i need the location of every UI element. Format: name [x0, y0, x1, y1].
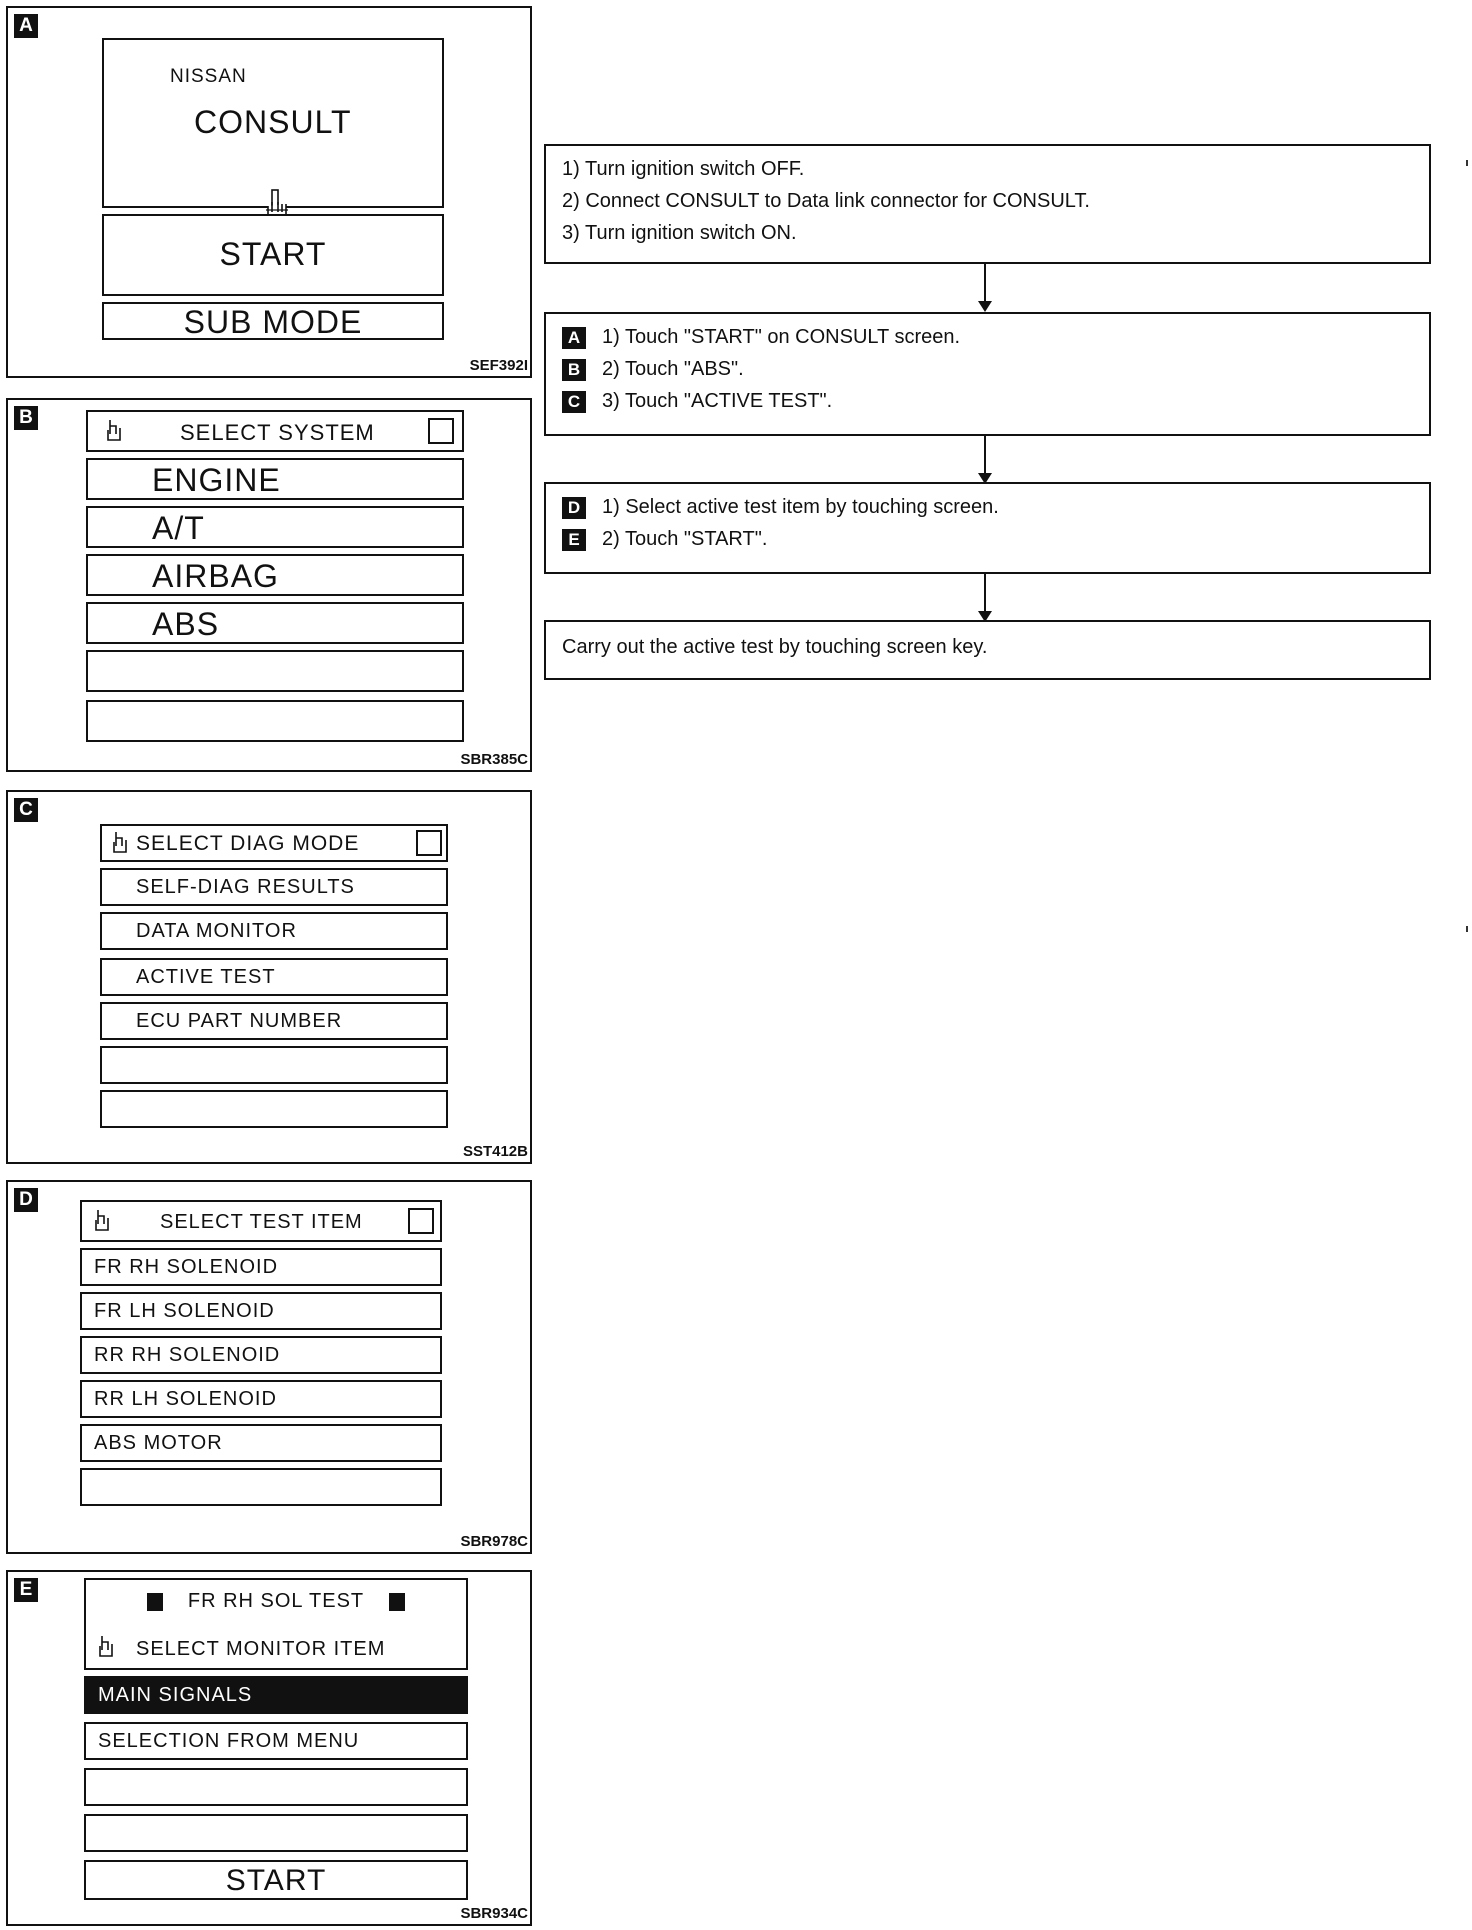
flow-step-2-line: [562, 390, 832, 413]
figure-code: SEF392I: [469, 357, 528, 374]
system-item-label: ABS: [152, 606, 220, 642]
panel-b: [6, 398, 532, 772]
step-text: 2) Touch "START".: [602, 528, 768, 550]
monitor-item-label: SELECTION FROM MENU: [98, 1730, 360, 1752]
test-title-row: [86, 1590, 466, 1613]
step-text: 1) Touch "START" on CONSULT screen.: [602, 326, 961, 348]
start-button[interactable]: [84, 1860, 468, 1900]
touch-hand-icon: [96, 1634, 116, 1660]
panel-e-badge: E: [14, 1578, 38, 1602]
checkbox-icon[interactable]: [428, 418, 454, 444]
flow-arrow-icon: [984, 574, 986, 620]
test-item-empty[interactable]: [80, 1468, 442, 1506]
flow-step-4-line: Carry out the active test by touching screen key.: [562, 636, 988, 658]
flow-step-1-line: 1) Turn ignition switch OFF.: [562, 158, 805, 180]
system-item-label: ENGINE: [152, 462, 281, 498]
test-item-fr-lh-solenoid[interactable]: [80, 1292, 442, 1330]
step-text: 3) Touch "ACTIVE TEST".: [602, 390, 833, 412]
test-item-rr-lh-solenoid[interactable]: [80, 1380, 442, 1418]
consult-title: CONSULT: [194, 104, 352, 140]
system-item-label: AIRBAG: [152, 558, 279, 594]
header-label: SELECT MONITOR ITEM: [136, 1638, 386, 1660]
system-item-empty[interactable]: [86, 700, 464, 742]
panel-a-badge: A: [14, 14, 38, 38]
system-item-at[interactable]: [86, 506, 464, 548]
monitor-item-empty[interactable]: [84, 1814, 468, 1852]
panel-b-badge: B: [14, 406, 38, 430]
diag-item-label: ACTIVE TEST: [136, 966, 276, 988]
diag-item-label: DATA MONITOR: [136, 920, 297, 942]
test-item-rr-rh-solenoid[interactable]: [80, 1336, 442, 1374]
flow-step-1-line: 2) Connect CONSULT to Data link connector for CONSULT.: [562, 190, 1090, 212]
panel-d: [6, 1180, 532, 1554]
header-label: SELECT DIAG MODE: [136, 832, 360, 855]
header-label: SELECT SYSTEM: [180, 420, 375, 445]
diag-item-label: SELF-DIAG RESULTS: [136, 876, 355, 898]
panel-c-badge: C: [14, 798, 38, 822]
flow-arrow-icon: [984, 264, 986, 310]
system-item-airbag[interactable]: [86, 554, 464, 596]
consult-logo-screen: [102, 38, 444, 208]
step-text: 2) Touch "ABS".: [602, 358, 744, 380]
panel-d-badge: D: [14, 1188, 38, 1212]
checkbox-icon[interactable]: [416, 830, 442, 856]
test-item-label: RR LH SOLENOID: [94, 1388, 277, 1410]
diag-item-label: ECU PART NUMBER: [136, 1010, 343, 1032]
step-badge: C: [562, 391, 586, 413]
flow-step-3-line: [562, 528, 767, 551]
select-test-item-header: [80, 1200, 442, 1242]
diag-item-empty[interactable]: [100, 1046, 448, 1084]
checkbox-icon[interactable]: [408, 1208, 434, 1234]
flow-step-2-line: [562, 358, 744, 381]
flow-step-1: [544, 144, 1431, 264]
flow-step-4: [544, 620, 1431, 680]
panel-e: [6, 1570, 532, 1926]
flow-step-2: [544, 312, 1431, 436]
sub-mode-label: SUB MODE: [183, 304, 363, 340]
margin-mark: [1466, 160, 1468, 166]
diag-item-ecu-part-number[interactable]: [100, 1002, 448, 1040]
select-diag-mode-header: [100, 824, 448, 862]
black-square-icon: [147, 1593, 163, 1611]
flow-step-3-line: [562, 496, 999, 519]
flow-step-2-line: [562, 326, 960, 349]
panel-c: [6, 790, 532, 1164]
diag-item-self-diag-results[interactable]: [100, 868, 448, 906]
flow-step-1-line: 3) Turn ignition switch ON.: [562, 222, 797, 244]
touch-hand-icon: [110, 830, 130, 856]
monitor-item-main-signals[interactable]: [84, 1676, 468, 1714]
step-badge: B: [562, 359, 586, 381]
touch-hand-icon: [92, 1208, 112, 1234]
step-badge: D: [562, 497, 586, 519]
test-item-label: RR RH SOLENOID: [94, 1344, 281, 1366]
monitor-item-empty[interactable]: [84, 1768, 468, 1806]
panel-a: [6, 6, 532, 378]
test-item-label: FR LH SOLENOID: [94, 1300, 275, 1322]
test-item-label: ABS MOTOR: [94, 1432, 223, 1454]
margin-mark: [1466, 926, 1468, 932]
step-badge: A: [562, 327, 586, 349]
test-item-label: FR RH SOLENOID: [94, 1256, 279, 1278]
system-item-label: A/T: [152, 510, 205, 546]
black-square-icon: [389, 1593, 405, 1611]
header-label: SELECT TEST ITEM: [160, 1211, 363, 1233]
figure-code: SBR934C: [460, 1905, 528, 1922]
test-item-fr-rh-solenoid[interactable]: [80, 1248, 442, 1286]
sub-mode-button[interactable]: [102, 302, 444, 340]
monitor-header: [84, 1578, 468, 1670]
start-button[interactable]: [102, 214, 444, 296]
figure-code: SBR978C: [460, 1533, 528, 1550]
test-item-abs-motor[interactable]: [80, 1424, 442, 1462]
monitor-item-label: MAIN SIGNALS: [98, 1684, 253, 1706]
system-item-engine[interactable]: [86, 458, 464, 500]
select-system-header: [86, 410, 464, 452]
start-button-label: START: [225, 1864, 327, 1897]
system-item-empty[interactable]: [86, 650, 464, 692]
test-title: FR RH SOL TEST: [187, 1590, 365, 1612]
brand-label: NISSAN: [170, 66, 247, 87]
start-button-label: START: [219, 236, 327, 272]
system-item-abs[interactable]: [86, 602, 464, 644]
flow-step-3: [544, 482, 1431, 574]
step-text: 1) Select active test item by touching screen.: [602, 496, 999, 518]
flow-arrow-icon: [984, 436, 986, 482]
diag-item-empty[interactable]: [100, 1090, 448, 1128]
diag-item-data-monitor[interactable]: [100, 912, 448, 950]
touch-hand-icon: [104, 418, 124, 444]
figure-code: SST412B: [462, 1143, 528, 1160]
step-badge: E: [562, 529, 586, 551]
diag-item-active-test[interactable]: [100, 958, 448, 996]
figure-code: SBR385C: [460, 751, 528, 768]
monitor-item-selection-from-menu[interactable]: [84, 1722, 468, 1760]
